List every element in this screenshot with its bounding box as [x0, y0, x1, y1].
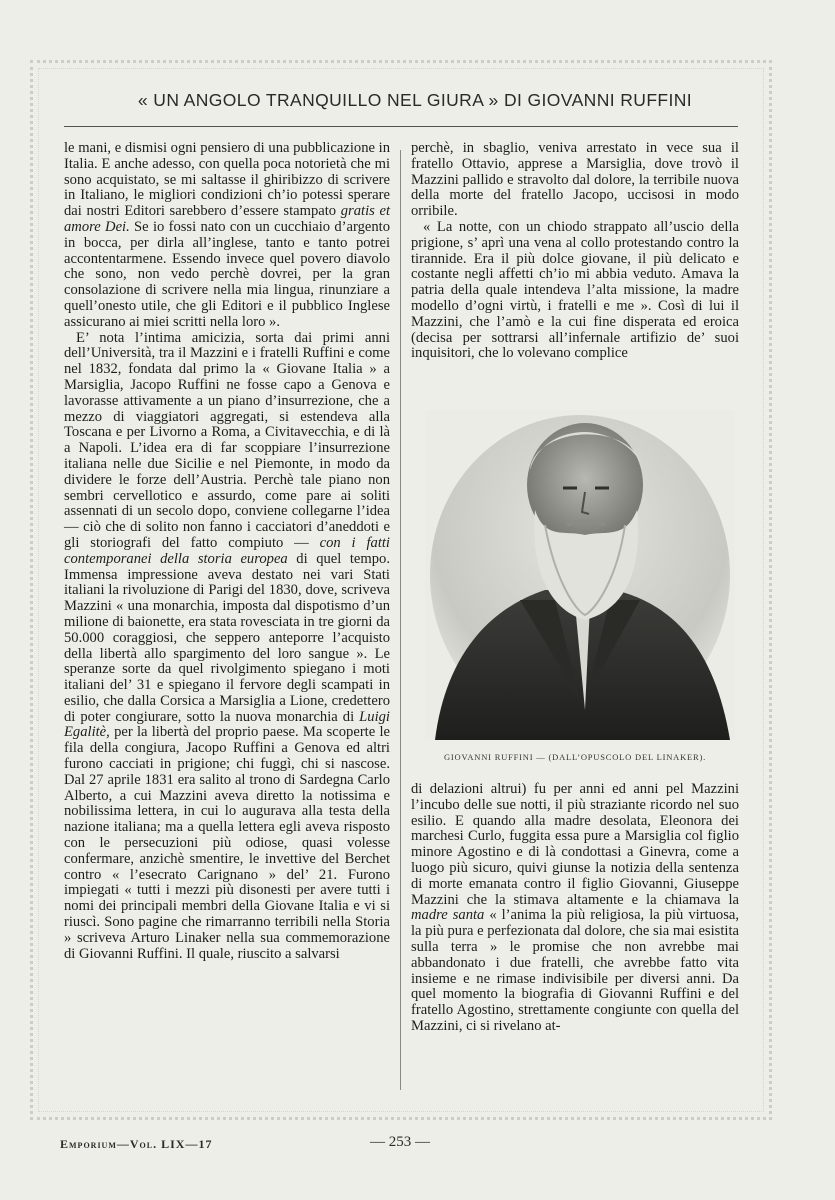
right-column-top — [411, 141, 739, 362]
page-number: — 253 — — [370, 1134, 430, 1150]
paragraph — [411, 782, 739, 1035]
italic-text: con i fatti contemporanei della storia europea — [64, 534, 390, 567]
text-run: « l’anima la più religiosa, la più virtuosa, la più pura e perfezionata dal dolore, che sia mai esistita sulla terra » le promise che non avrebbe mai abbandonato i due fratelli, che avrebbe fatto vita insieme e ne rimase indivisibile per diversi anni. Da quel momento la biografia di Giovanni Ruffini e del fratello Agostino, strettamente congiunte con quella del Mazzini, ci si rivelano at- — [411, 907, 739, 1034]
italic-text: madre santa — [411, 907, 485, 924]
portrait-engraving — [425, 410, 735, 740]
column-divider — [400, 150, 401, 1090]
paragraph — [64, 331, 390, 963]
portrait-image — [425, 410, 735, 740]
text-run: di quel tempo. Immensa impressione aveva destato nei vari Stati italiani la rivoluzione di Parigi del 1830, dove, scriveva Mazzini « una monarchia, imposta dal dispotismo d’un milione di baionette, era stata rovesciata in tre giorni da 50.000 coraggiosi, che seppero anteporre l’acquisto della libertà allo spargimento del loro sangue ». Le speranze sorte da quel rivolgimento spiegano i moti italiani del’ 31 e spiegano il fervore degli scampati in esilio, che dalla Corsica a Marsiglia a Lione, credettero di poter congiurare, sotto la nuova monarchia di — [64, 550, 390, 725]
paragraph: perchè, in sbaglio, veniva arrestato in vece sua il fratello Ottavio, apprese a Marsiglia, dove trovò il Mazzini pallido e stravolto dal dolore, la terribile nuova della morte del fratello Jacopo, uccisosi in modo orribile. — [411, 140, 739, 220]
running-header: « UN ANGOLO TRANQUILLO NEL GIURA » DI GIOVANNI RUFFINI — [137, 90, 693, 110]
text-run: E’ nota l’intima amicizia, sorta dai primi anni dell’Università, tra il Mazzini e i fratelli Ruffini e come nel 1832, fondata dal primo la « Giovane Italia » a Marsiglia, Jacopo Ruffini ne fosse capo a Genova e lavorasse attivamente a un piano d’insurrezione, che a mezzo di viaggiatori aggregati, si estendeva alla Toscana e per Livorno a Roma, a Civitavecchia, e di là a Napoli. L’idea era di far scoppiare l’insurrezione italiana nelle due Sicilie e nel Piemonte, in modo da dividere le forze dell’Austria. Perchè tale piano non sembri cervellotico e assurdo, come pare ai soliti assennati di un secolo dopo, conviene collegarne l’idea — ciò che di solito non fanno i cacciatori d’aneddoti e gli storiografi del fatto compiuto — — [64, 329, 390, 551]
paragraph — [64, 141, 390, 331]
italic-text: gratis et amore Dei. — [64, 203, 390, 235]
text-run: Se io fossi nato con un cucchiaio d’argento in bocca, per dirla all’inglese, tanto e tanto potrei accontentarmene. Essendo invece quel povero diavolo che sono, non vedo perchè dovrei, per la gran consolazione di scrivere nella mia lingua, rinunziare a quell’onesto utile, che gli Editori e il pubblico Inglese assicurano ai miei scritti nella loro ». — [64, 218, 390, 330]
italic-text: Luigi Egalitè, — [64, 708, 390, 741]
header-rule — [64, 126, 738, 127]
right-column-bottom — [411, 782, 739, 1035]
journal-reference: Emporium—Vol. LIX—17 — [60, 1137, 213, 1151]
left-column — [64, 141, 390, 962]
text-run: di delazioni altrui) fu per anni ed anni pel Mazzini l’incubo delle sue notti, il più straziante ricordo nel suo esilio. E quando alla madre desolata, Eleonora dei marchesi Curlo, fuggita essa pure a Marsiglia col figlio minore Agostino e di là condottasi a Ginevra, come a luogo più sicuro, quivi giunse la notizia della sentenza di morte emanata contro il figlio Giovanni, Giuseppe Mazzini che la stimava altamente e la chiamava la — [411, 781, 739, 908]
text-run: le mani, e dismisi ogni pensiero di una pubblicazione in Italia. E anche adesso, con quella poca notorietà che mi sono acquistato, se mi saltasse il ghiribizzo di scrivere in Italiano, le migliori condizioni ch’io potessi sperare dai nostri Editori sarebbero d’essere stampato — [64, 140, 390, 220]
figure-caption: GIOVANNI RUFFINI — (DALL’OPUSCOLO DEL LINAKER). — [443, 752, 707, 762]
text-run: per la libertà del proprio paese. Ma scoperte le fila della congiura, Jacopo Ruffini a Genova ed altri furono cacciati in prigione; chi fuggì, chi si nascose. Dal 27 aprile 1831 era salito al trono di Sardegna Carlo Alberto, a cui Mazzini aveva diretto la notissima e nobilissima lettera, in cui lo augurava alla testa della nazione italiana; ma a quella lettera egli aveva risposto con le persecuzioni più odiose, quasi volesse confermare, anzichè smentire, le invettive del Berchet contro « l’esecrato Carignano » del’ 21. Furono impiegati « tutti i mezzi più disonesti per avere tutti i nomi dei principali membri della Giovane Italia e vi si riuscì. Sono pagine che rimarranno terribili nella Storia » scriveva Arturo Linaker nella sua commemorazione di Giovanni Ruffini. Il quale, riuscito a salvarsi — [64, 724, 390, 962]
paragraph: « La notte, con un chiodo strappato all’uscio della prigione, s’ aprì una vena al collo protestando contro la tirannide. Era il più dolce giovane, il più delicato e costante negli affetti ch’io mi abbia veduto. Amava la patria della quale intendeva l’alta missione, la madre modello d’ogni virtù, i fratelli e me ». Così di lui il Mazzini, che l’amò e la cui fine disperata ed eroica (decisa per sottrarsi all’infernale artifizio de’ suoi inquisitori, che lo volevano complice — [411, 218, 739, 362]
